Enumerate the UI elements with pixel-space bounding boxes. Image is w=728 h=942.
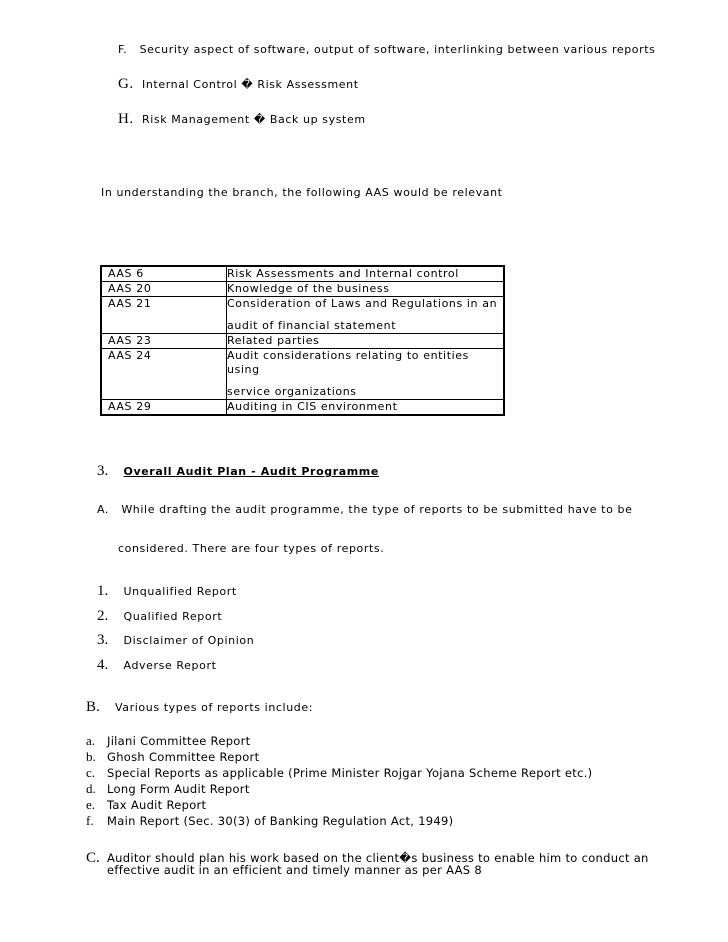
aas-code: AAS 23 [101,334,227,349]
various-report-item: f. Main Report (Sec. 30(3) of Banking Regulation Act, 1949) [86,813,454,828]
aas-description: Consideration of Laws and Regulations in an audit of financial statement [227,297,505,334]
aas-code: AAS 24 [101,349,227,400]
point-marker: A. [97,503,110,516]
various-report-item: a. Jilani Committee Report [86,733,251,748]
point-text-line2: considered. There are four types of reports. [118,542,385,555]
aas-description: Auditing in CIS environment [227,400,505,416]
table-row [101,266,504,282]
point-marker: C. [86,850,100,866]
list-item-text: Risk Management � Back up system [142,113,366,126]
aas-code: AAS 6 [101,266,227,282]
list-item-f [118,43,656,56]
point-text-line2: effective audit in an efficient and timely manner as per AAS 8 [107,863,482,877]
aas-description: Audit considerations relating to entities using service organizations [227,349,505,400]
aas-code: AAS 20 [101,282,227,297]
aas-description: Related parties [227,334,505,349]
report-type-item: 3. Disclaimer of Opinion [97,632,255,648]
various-report-item: d. Long Form Audit Report [86,781,250,796]
point-text-line1: Auditor should plan his work based on the client�s business to enable him to conduct an [107,851,649,865]
list-item-text: Internal Control � Risk Assessment [142,78,359,91]
various-report-item: c. Special Reports as applicable (Prime Minister Rojgar Yojana Scheme Report etc.) [86,765,593,780]
branch-intro: In understanding the branch, the following AAS would be relevant [101,186,503,199]
aas-table [100,265,505,416]
list-marker: G. [118,76,134,92]
aas-description: Knowledge of the business [227,282,505,297]
point-text-line1: While drafting the audit programme, the type of reports to be submitted have to be [121,503,633,516]
point-text: Various types of reports include: [115,701,314,714]
list-item-g [118,76,359,93]
table-row [101,282,504,297]
section-number: 3. [97,463,109,479]
table-row [101,297,504,334]
table-row [101,349,504,400]
point-a [97,503,632,516]
section-title: Overall Audit Plan - Audit Programme [123,465,379,478]
report-type-item: 2. Qualified Report [97,608,223,624]
table-row [101,334,504,349]
report-type-item: 4. Adverse Report [97,657,217,673]
various-report-item: e. Tax Audit Report [86,797,207,812]
list-marker: F. [118,43,128,56]
list-item-text: Security aspect of software, output of software, interlinking between various reports [139,43,656,56]
aas-description: Risk Assessments and Internal control [227,266,505,282]
table-row [101,400,504,416]
list-item-h [118,111,366,128]
various-report-item: b. Ghosh Committee Report [86,749,260,764]
report-type-item: 1. Unqualified Report [97,583,237,599]
aas-code: AAS 21 [101,297,227,334]
section-heading [97,460,379,480]
point-marker: B. [86,699,100,715]
list-marker: H. [118,111,134,127]
point-b [86,696,313,716]
aas-code: AAS 29 [101,400,227,416]
